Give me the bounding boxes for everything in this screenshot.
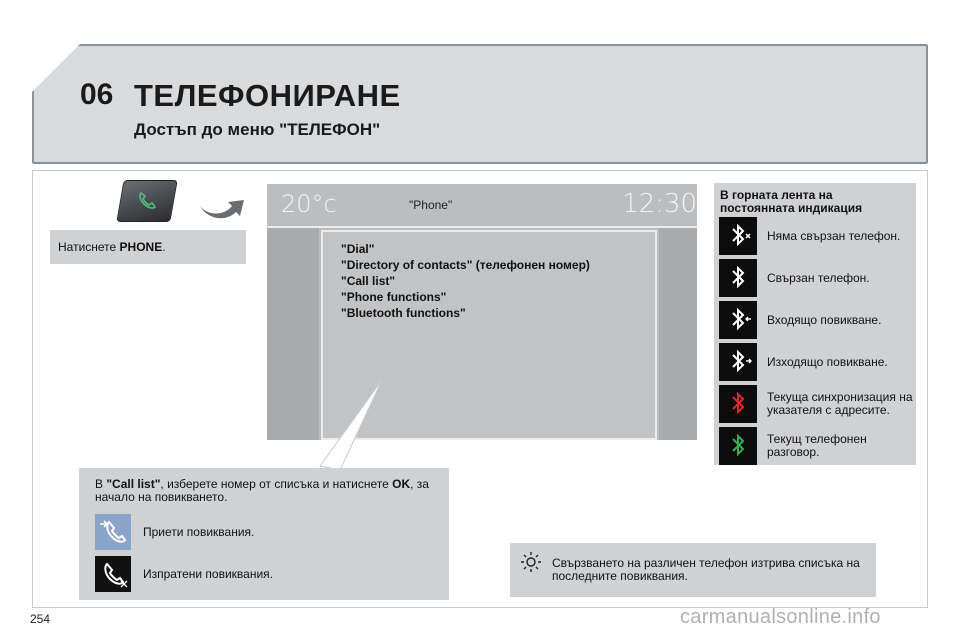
status-text: Текуща синхронизация на указателя с адресите.: [767, 390, 913, 417]
sent-calls-row: [95, 556, 445, 594]
status-text: Свързан телефон.: [767, 270, 870, 285]
bluetooth-incoming-icon: [719, 301, 757, 339]
status-icons-panel: [714, 183, 916, 465]
bluetooth-outgoing-icon: [719, 343, 757, 381]
status-text: Няма свързан телефон.: [767, 228, 901, 243]
status-text: Текущ телефонен разговор.: [767, 432, 867, 459]
screen-side-right: [659, 228, 697, 440]
note-text: Свързването на различен телефон изтрива списъка на последните повиквания.: [552, 556, 860, 583]
bluetooth-call-icon: [719, 427, 757, 465]
menu-item-dial[interactable]: [323, 242, 655, 258]
menu-item-bluetooth-functions[interactable]: [323, 306, 655, 322]
bluetooth-icon: [719, 259, 757, 297]
page-number: 254: [30, 612, 51, 626]
sun-icon: [520, 551, 542, 573]
menu-item-call-list[interactable]: [323, 274, 655, 290]
menu-item-label: "Dial": [341, 242, 375, 256]
press-key: PHONE: [119, 240, 163, 254]
menu-item-extra: (телефонен номер): [472, 258, 590, 272]
status-text: Изходящо повикване.: [767, 354, 888, 369]
chapter-number: 06: [80, 78, 114, 111]
status-row: [719, 301, 913, 339]
bluetooth-x-icon: [719, 217, 757, 255]
menu-item-label: "Call list": [341, 274, 396, 288]
intro-prefix: В: [95, 477, 107, 491]
menu-item-phone-functions[interactable]: [323, 290, 655, 306]
received-call-icon: [95, 514, 131, 550]
phone-handset-icon: [137, 191, 157, 211]
press-suffix: .: [162, 240, 166, 254]
menu-item-directory[interactable]: [323, 258, 655, 274]
status-row: [719, 259, 913, 297]
menu-item-label: "Directory of contacts": [341, 258, 473, 272]
sent-calls-text: Изпратени повиквания.: [143, 567, 273, 581]
menu-item-label: "Phone functions": [341, 290, 447, 304]
clock-readout: 12:30: [622, 189, 697, 219]
note-panel: [510, 543, 876, 597]
bluetooth-sync-icon: [719, 385, 757, 423]
status-bar-divider: [267, 226, 697, 228]
status-text: Входящо повикване.: [767, 312, 882, 327]
status-row: [719, 217, 913, 255]
watermark: carmanualsonline.info: [680, 606, 881, 628]
call-list-instruction: [79, 468, 449, 504]
intro-bold: "Call list": [106, 477, 161, 491]
callout-pointer: [310, 380, 400, 472]
status-panel-title: В горната лента на постоянната индикация: [720, 188, 863, 215]
screen-title: "Phone": [409, 198, 453, 212]
status-row: [719, 385, 913, 423]
received-calls-text: Приети повиквания.: [143, 525, 255, 539]
sent-call-icon: [95, 556, 131, 592]
page-subtitle: Достъп до меню "ТЕЛЕФОН": [134, 120, 381, 139]
status-row: [719, 427, 913, 465]
received-calls-row: [95, 514, 445, 552]
intro-mid: , изберете номер от списъка и натиснете: [160, 477, 393, 491]
status-row: [719, 343, 913, 381]
press-text: Натиснете: [58, 240, 120, 254]
temperature-readout: 20°c: [281, 190, 337, 218]
intro-key: OK: [392, 477, 411, 491]
curved-arrow-icon: [198, 192, 246, 222]
phone-button[interactable]: [116, 180, 177, 222]
call-list-panel: [79, 468, 449, 600]
intro-suffix: , за начало на повикването.: [95, 477, 429, 504]
menu-item-label: "Bluetooth functions": [341, 306, 466, 320]
page-title: ТЕЛЕФОНИРАНЕ: [134, 78, 401, 113]
press-instruction: [50, 230, 246, 264]
